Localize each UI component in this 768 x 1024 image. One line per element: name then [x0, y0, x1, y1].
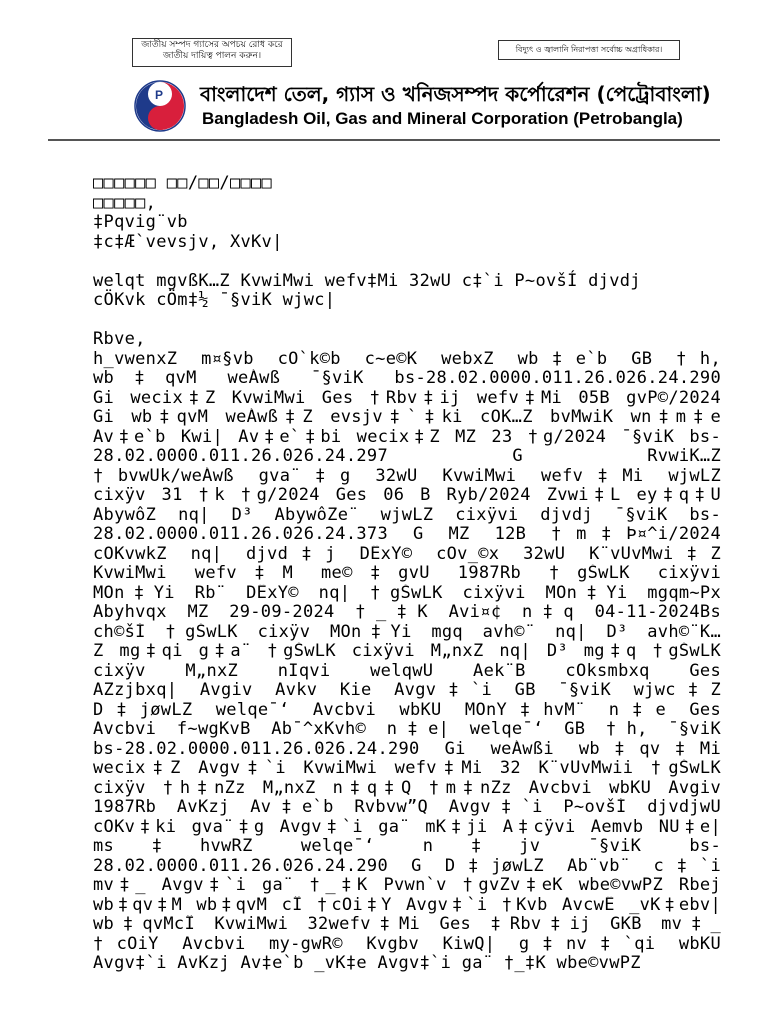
paragraph-line: wb‡qv‡M wb‡qvM cÎ †cÖi‡Y Avgv‡`i †Kvb AvcwË _vK‡ebv| — [93, 895, 721, 915]
paragraph-line: 1987Rb AvKzj Av‡e`b Rvbvw”Q Avgv‡`i P~ovšÍ djvdjwU — [93, 798, 721, 817]
recipient-title: ‡Pqvig¨vb — [93, 212, 188, 232]
paragraph-line: †cÖiY Avcbvi my-gwR© Kvgbv KiwQ| g‡nv‡`qi wbKU — [93, 934, 721, 954]
org-name-bangla: বাংলাদেশ তেল, গ্যাস ও খনিজসম্পদ কর্পোরেশন (পেট্রোবাংলা) — [200, 82, 711, 106]
greeting: Rbve, — [93, 329, 146, 349]
paragraph-line: cixÿv M„nxZ nIqvi welqwU Aek¨B cÖksmbxq Ges — [93, 661, 721, 681]
paragraph-line: cixÿv †h‡nZz M„nxZ n‡q‡Q †m‡nZz Avcbvi wbKU Avgiv — [93, 778, 721, 798]
reference-line: □□□□□□ □□/□□/□□□□ — [93, 173, 273, 193]
paragraph-line: Z mg‡qi g‡a¨ †gŠwLK cixÿvi M„nxZ nq| D³ mg‡q †gŠwLK — [93, 642, 721, 661]
paragraph-line: 28.02.0000.011.26.026.24.290 G D‡jøwLZ Ab¨vb¨ c‡`i — [93, 856, 721, 876]
letter-paragraph — [93, 350, 721, 974]
paragraph-line: cixÿv 31 †k †g/2024 Ges 06 B Ryb/2024 Zvwi‡L ey‡q‡U — [93, 486, 721, 505]
paragraph-line: Abyhvqx MZ 29-09-2024 †_‡K Avi¤¢ n‡q 04-11-2024Bs — [93, 603, 721, 622]
subject-line-2: cÖKvk cÖm‡½ ¯§viK wjwc| — [93, 290, 336, 310]
paragraph-line: †bvwUk/weÁwß gva¨‡g 32wU KvwiMwi wefv‡Mi wjwLZ — [93, 466, 721, 486]
paragraph-line: wecix‡Z Avgv‡`i KvwiMwi wefv‡Mi 32 K¨vUvMwii †gŠwLK — [93, 759, 721, 778]
paragraph-line: D‡jøwLZ welqe¯‘ Avcbvi wbKU MÖnY‡hvM¨ n‡e Ges — [93, 700, 721, 720]
salutation-top: □□□□□, — [93, 192, 157, 213]
paragraph-line: ch©šÍ †gŠwLK cixÿv MÖn‡Yi mgq avh©¨ nq| D³ avh©¨K… — [93, 622, 721, 642]
letter-body — [93, 174, 721, 974]
paragraph-line: bs-28.02.0000.011.26.026.24.290 Gi weÁwßi wb‡qv‡Mi — [93, 739, 721, 759]
notice-left-line2: জাতীয় দায়িত্ব পালন করুন। — [162, 51, 262, 61]
org-name-english: Bangladesh Oil, Gas and Mineral Corporation (Petrobangla) — [202, 109, 683, 128]
paragraph-line: mv‡_ Avgv‡`i ga¨ †_‡K Pvwn`v †gvZv‡eK wbe©vwPZ Rbej — [93, 876, 721, 895]
paragraph-line: AbywôZ nq| D³ AbywôZe¨ wjwLZ cixÿvi djvdj ¯§viK bs- — [93, 505, 721, 525]
recipient-address: ‡c‡Æ`vevsjv, XvKv| — [93, 231, 283, 252]
paragraph-line: cÖKv‡ki gva¨‡g Avgv‡`i ga¨ mK‡ji A‡cÿvi Aemvb NU‡e| — [93, 817, 721, 837]
paragraph-line: Avgv‡`i AvKzj Av‡e`b _vK‡e Avgv‡`i ga¨ †_‡K wbe©vwPZ — [93, 954, 641, 973]
paragraph-line: MÖn‡Yi Rb¨ DËxY© nq| †gŠwLK cixÿvi MÖn‡Yi mgqm~Px — [93, 583, 721, 603]
paragraph-line: Av‡e`b Kwi| Av‡e`‡bi wecix‡Z MZ 23 †g/2024 ¯§viK bs- — [93, 427, 721, 447]
paragraph-line: wb‡qvM weÁwß ¯§viK bs-28.02.0000.011.26.026.24.290 — [93, 369, 721, 388]
paragraph-line: Avcbvi f~wgKvB Ab¯^xKvh© n‡e| welqe¯‘ GB †h, ¯§viK — [93, 720, 721, 739]
notice-left-line1: জাতীয় সম্পদ গ্যাসের অপচয় রোধ করে — [141, 40, 283, 50]
header-divider — [48, 139, 720, 141]
paragraph-line: Gi wecix‡Z KvwiMwi Ges †Rbv‡ij wefv‡Mi 05B gvP©/2024 — [93, 388, 721, 408]
paragraph-line: 28.02.0000.011.26.026.24.373 G MZ 12B †m‡Þ¤^i/2024 — [93, 525, 721, 544]
paragraph-line: KvwiMwi wefv‡M me©‡gvU 1987Rb †gŠwLK cixÿvi — [93, 564, 721, 583]
notice-box-right: বিদ্যুৎ ও জ্বালানি নিরাপত্তা সর্বোচ্চ অগ্রাধিকার। — [498, 40, 680, 60]
notice-box-left — [132, 38, 292, 67]
paragraph-line: 28.02.0000.011.26.026.24.297 G RvwiK…Z — [93, 447, 721, 466]
paragraph-line: h_vwenxZ m¤§vb cÖ`k©b c~e©K webxZ wb‡e`b GB †h, — [93, 349, 721, 369]
paragraph-line: wb‡qvMcÎ KvwiMwi 32wefv‡Mi Ges ‡Rbv‡ij GKB mv‡_ — [93, 915, 721, 934]
paragraph-line: AZzjbxq| Avgiv Avkv Kie Avgv‡`i GB ¯§viK wjwc‡Z — [93, 681, 721, 700]
subject-line-1: welqt mgvßK…Z KvwiMwi wefv‡Mi 32wU c‡`i P~ovšÍ djvdj — [93, 270, 641, 291]
logo-letter: P — [155, 88, 164, 102]
paragraph-line: Gi wb‡qvM weÁwß‡Z evsjv‡`‡ki cÖK…Z bvMwiK wn‡m‡e — [93, 408, 721, 427]
paragraph-line: cÖKvwkZ nq| djvd‡j DËxY© cÖv_©x 32wU K¨vUvMwi‡Z — [93, 544, 721, 564]
petrobangla-logo — [134, 80, 186, 132]
paragraph-line: ms‡hvwRZ welqe¯‘ n‡jv ¯§viK bs- — [93, 837, 721, 856]
